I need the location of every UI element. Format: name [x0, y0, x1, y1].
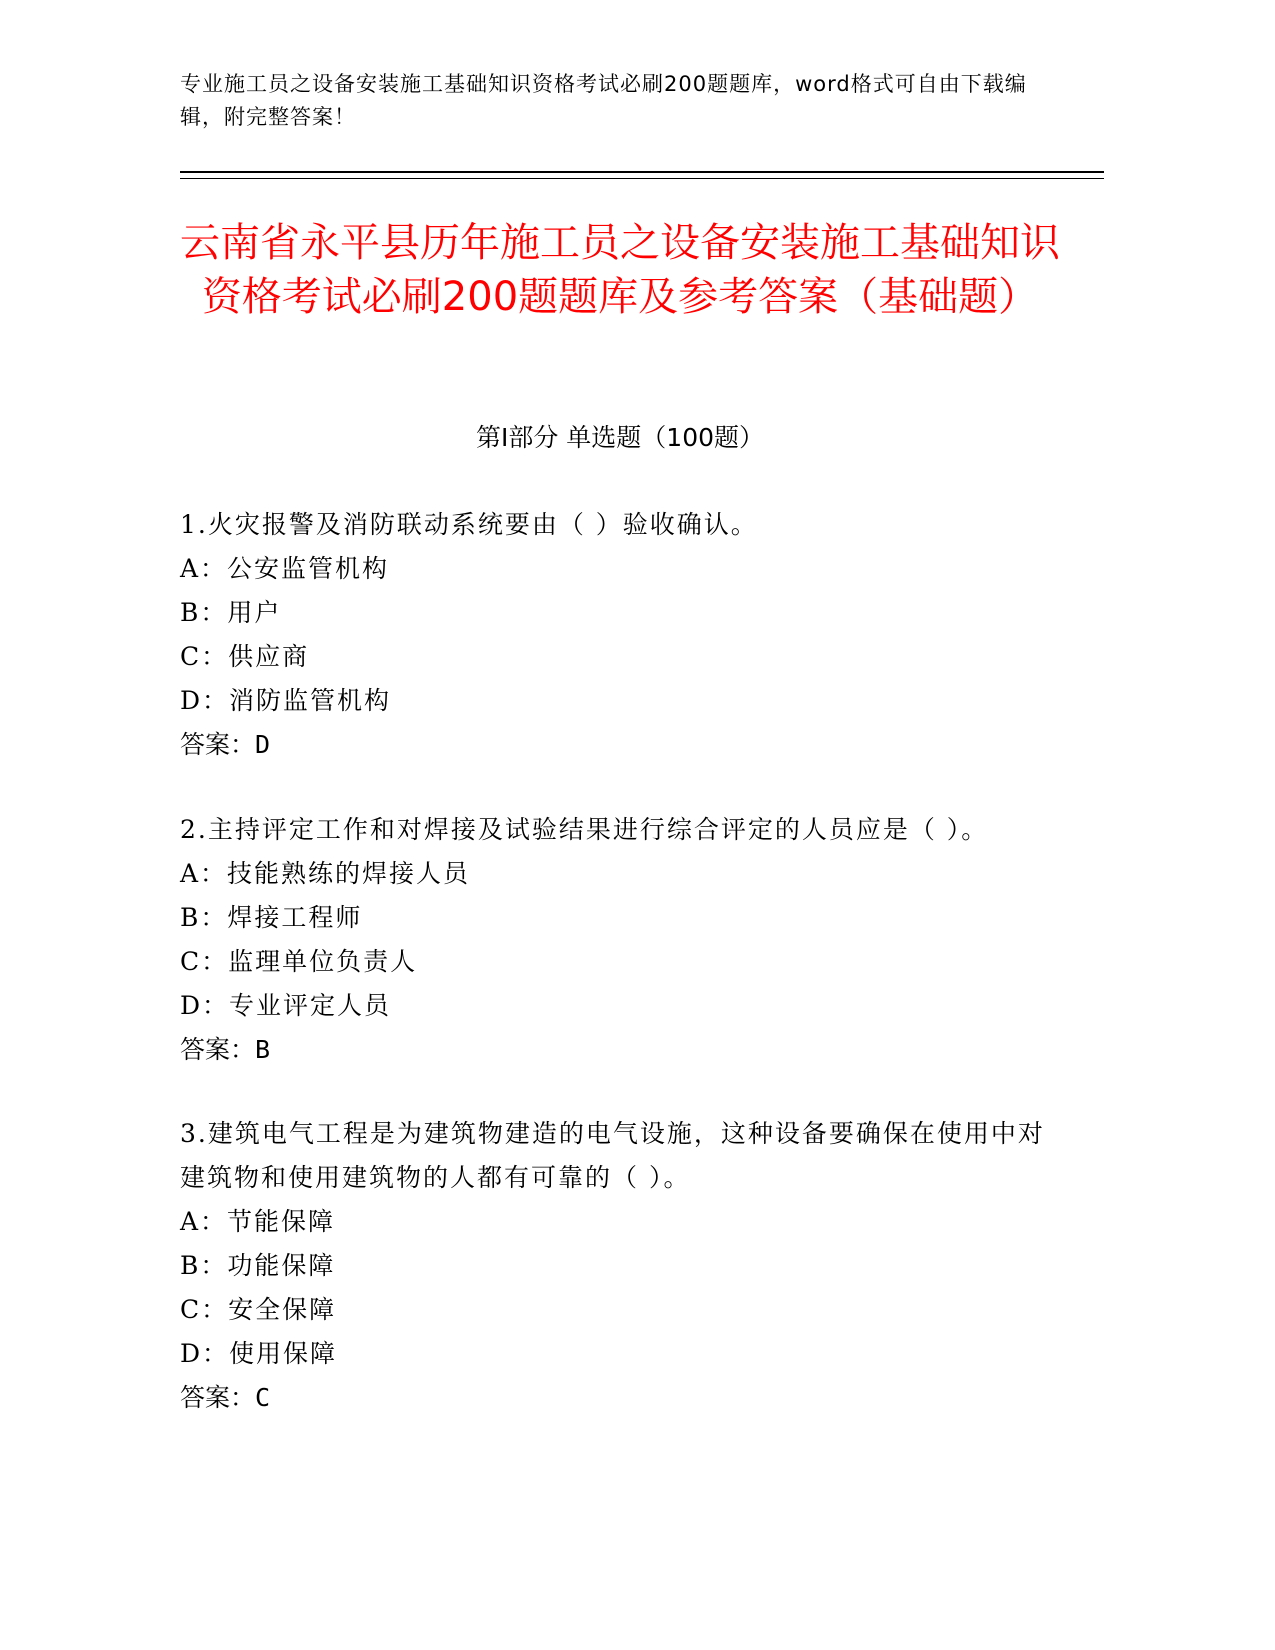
answer-label: 答案：: [180, 1383, 256, 1412]
option-a: A：节能保障: [180, 1207, 336, 1236]
answer-line: [180, 1376, 1060, 1420]
question-3: [180, 1112, 1060, 1420]
answer-value: D: [255, 730, 271, 759]
option-b: B：用户: [180, 598, 282, 627]
answer-line: [180, 723, 1060, 767]
option-c: C：监理单位负责人: [180, 947, 418, 976]
option-a: A：技能熟练的焊接人员: [180, 859, 471, 888]
header-divider-thin: [180, 178, 1104, 179]
option-d: D：消防监管机构: [180, 686, 392, 715]
answer-value: B: [255, 1035, 271, 1064]
question-stem: 2.主持评定工作和对焊接及试验结果进行综合评定的人员应是（ ）。: [180, 815, 989, 844]
option-c: C：供应商: [180, 642, 310, 671]
answer-label: 答案：: [180, 1035, 256, 1064]
answer-value: C: [255, 1383, 271, 1412]
answer-label: 答案：: [180, 730, 256, 759]
option-a: A：公安监管机构: [180, 554, 390, 583]
option-b: B：功能保障: [180, 1251, 336, 1280]
header-note: 专业施工员之设备安装施工基础知识资格考试必刷200题题库，word格式可自由下载编辑，附完整答案！: [180, 72, 1027, 129]
option-d: D：专业评定人员: [180, 991, 392, 1020]
section-heading: 第Ⅰ部分 单选题（100题）: [475, 423, 765, 452]
option-b: B：焊接工程师: [180, 903, 363, 932]
document-title: 云南省永平县历年施工员之设备安装施工基础知识资格考试必刷200题题库及参考答案（基础题）: [180, 220, 1060, 320]
question-stem: 1.火灾报警及消防联动系统要由（ ）验收确认。: [180, 510, 758, 539]
option-c: C：安全保障: [180, 1295, 337, 1324]
question-2: [180, 808, 1060, 1072]
question-stem: 3.建筑电气工程是为建筑物建造的电气设施，这种设备要确保在使用中对建筑物和使用建筑物的人都有可靠的（ ）。: [180, 1119, 1045, 1192]
answer-line: [180, 1028, 1060, 1072]
question-1: [180, 503, 1060, 767]
header-divider-thick: [180, 171, 1104, 173]
option-d: D：使用保障: [180, 1339, 338, 1368]
